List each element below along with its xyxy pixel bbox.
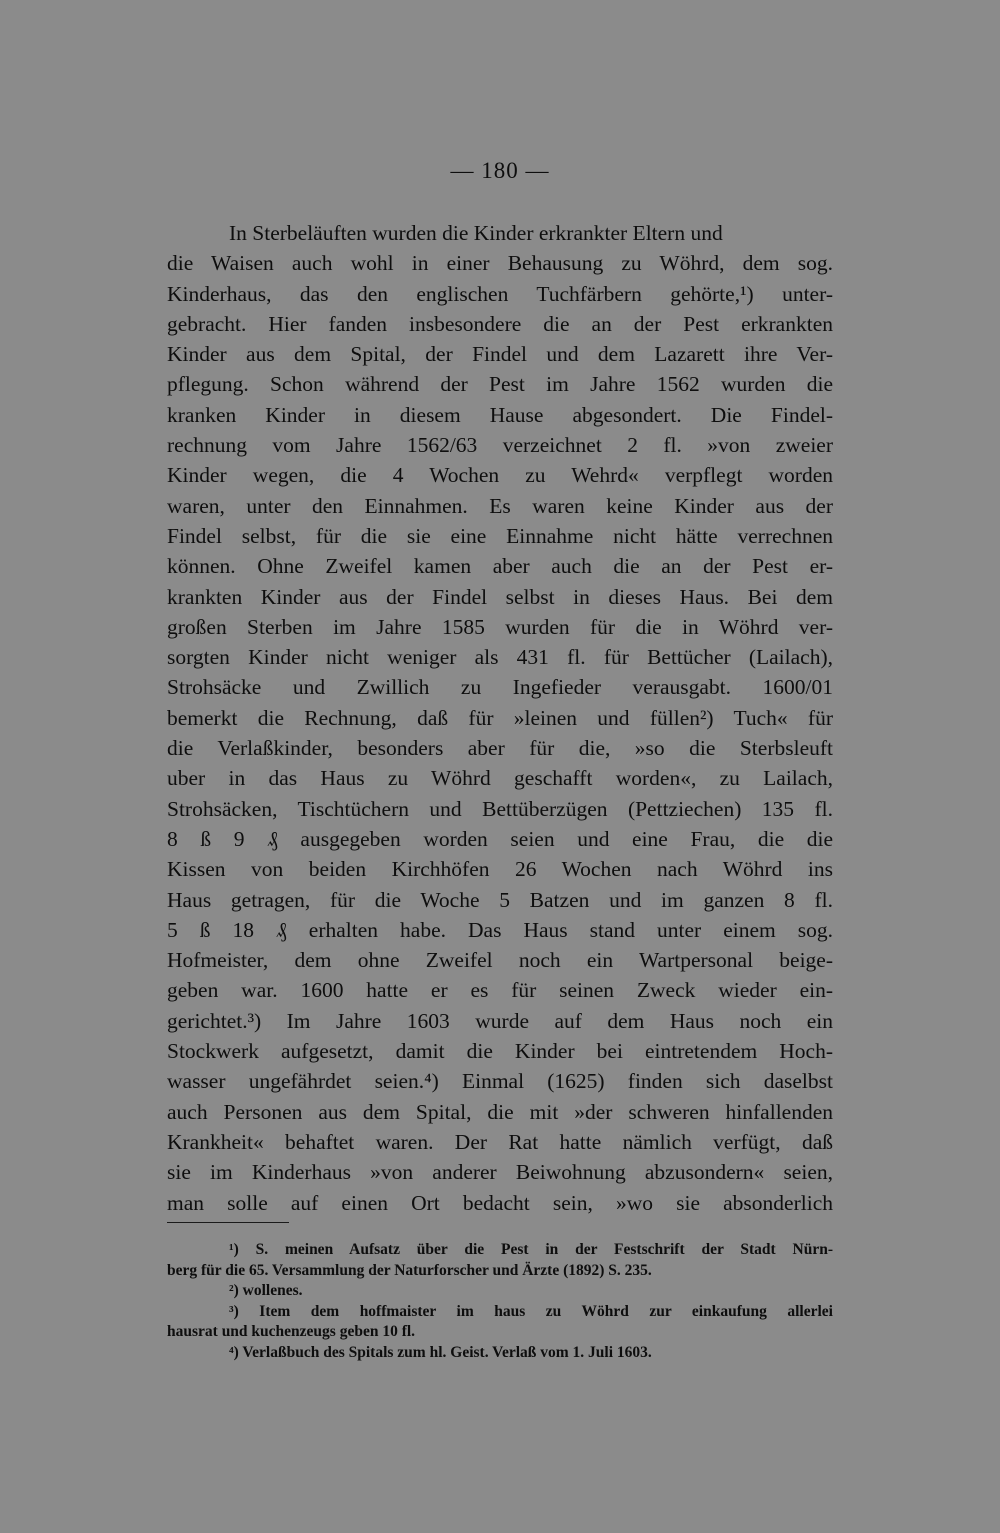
text-line: 5 ß 18 ₰ erhalten habe. Das Haus stand unter einem sog.	[167, 917, 833, 942]
footnotes	[167, 1240, 833, 1363]
text-line: Stockwerk aufgesetzt, damit die Kinder bei eintretendem Hoch-	[167, 1039, 833, 1064]
text-line: Kinderhaus, das den englischen Tuchfärbern gehörte,¹) unter-	[167, 281, 833, 306]
text-line: Krankheit« behaftet waren. Der Rat hatte nämlich verfügt, daß	[167, 1129, 833, 1154]
body-text	[167, 218, 833, 1218]
text-line: 8 ß 9 ₰ ausgegeben worden seien und eine Frau, die die	[167, 826, 833, 851]
text-line: Hofmeister, dem ohne Zweifel noch ein Wartpersonal beige-	[167, 948, 833, 973]
text-line: Haus getragen, für die Woche 5 Batzen und im ganzen 8 fl.	[167, 887, 833, 912]
text-line: In Sterbeläuften wurden die Kinder erkrankter Eltern und	[229, 221, 723, 245]
footnote-line: berg für die 65. Versammlung der Naturforscher und Ärzte (1892) S. 235.	[167, 1261, 652, 1279]
text-line: krankten Kinder aus der Findel selbst in dieses Haus. Bei dem	[167, 584, 833, 609]
text-line: auch Personen aus dem Spital, die mit »der schweren hinfallenden	[167, 1099, 833, 1124]
text-line: Strohsäcken, Tischtüchern und Bettüberzügen (Pettziechen) 135 fl.	[167, 796, 833, 821]
footnote-line: ³) Item dem hoffmaister im haus zu Wöhrd zur einkaufung allerlei	[229, 1302, 833, 1320]
text-line: Kinder aus dem Spital, der Findel und dem Lazarett ihre Ver-	[167, 342, 833, 367]
text-line: bemerkt die Rechnung, daß für »leinen und füllen²) Tuch« für	[167, 705, 833, 730]
text-line: uber in das Haus zu Wöhrd geschafft worden«, zu Lailach,	[167, 766, 833, 791]
text-line: man solle auf einen Ort bedacht sein, »wo sie absonderlich	[167, 1190, 833, 1215]
text-line: rechnung vom Jahre 1562/63 verzeichnet 2 fl. »von zweier	[167, 433, 833, 458]
footnote-line: ²) wollenes.	[229, 1282, 303, 1299]
text-line: Findel selbst, für die sie eine Einnahme nicht hätte verrechnen	[167, 523, 833, 548]
text-line: die Waisen auch wohl in einer Behausung zu Wöhrd, dem sog.	[167, 251, 833, 276]
footnote-line: ⁴) Verlaßbuch des Spitals zum hl. Geist. Verlaß vom 1. Juli 1603.	[229, 1343, 652, 1361]
footnote-line: hausrat und kuchenzeugs geben 10 fl.	[167, 1323, 416, 1340]
text-line: können. Ohne Zweifel kamen aber auch die an der Pest er-	[167, 554, 833, 579]
text-line: großen Sterben im Jahre 1585 wurden für die in Wöhrd ver-	[167, 614, 833, 639]
text-line: geben war. 1600 hatte er es für seinen Zweck wieder ein-	[167, 978, 833, 1003]
text-line: gebracht. Hier fanden insbesondere die an der Pest erkrankten	[167, 311, 833, 336]
text-line: Kinder wegen, die 4 Wochen zu Wehrd« verpflegt worden	[167, 463, 833, 488]
text-line: sie im Kinderhaus »von anderer Beiwohnung abzusondern« seien,	[167, 1160, 833, 1185]
text-line: Kissen von beiden Kirchhöfen 26 Wochen nach Wöhrd ins	[167, 857, 833, 882]
footnote-line: ¹) S. meinen Aufsatz über die Pest in der Festschrift der Stadt Nürn-	[229, 1241, 833, 1258]
text-line: waren, unter den Einnahmen. Es waren keine Kinder aus der	[167, 493, 833, 518]
page-number: — 180 —	[450, 158, 550, 183]
text-line: sorgten Kinder nicht weniger als 431 fl. für Bettücher (Lailach),	[167, 645, 833, 670]
text-line: kranken Kinder in diesem Hause abgesondert. Die Findel-	[167, 402, 833, 427]
footnote-divider	[167, 1222, 289, 1223]
text-line: Strohsäcke und Zwillich zu Ingefieder verausgabt. 1600/01	[167, 675, 833, 700]
text-line: wasser ungefährdet seien.⁴) Einmal (1625) finden sich daselbst	[167, 1069, 833, 1094]
text-line: pflegung. Schon während der Pest im Jahre 1562 wurden die	[167, 372, 833, 397]
text-line: gerichtet.³) Im Jahre 1603 wurde auf dem Haus noch ein	[167, 1008, 833, 1033]
text-line: die Verlaßkinder, besonders aber für die, »so die Sterbsleuft	[167, 736, 833, 761]
